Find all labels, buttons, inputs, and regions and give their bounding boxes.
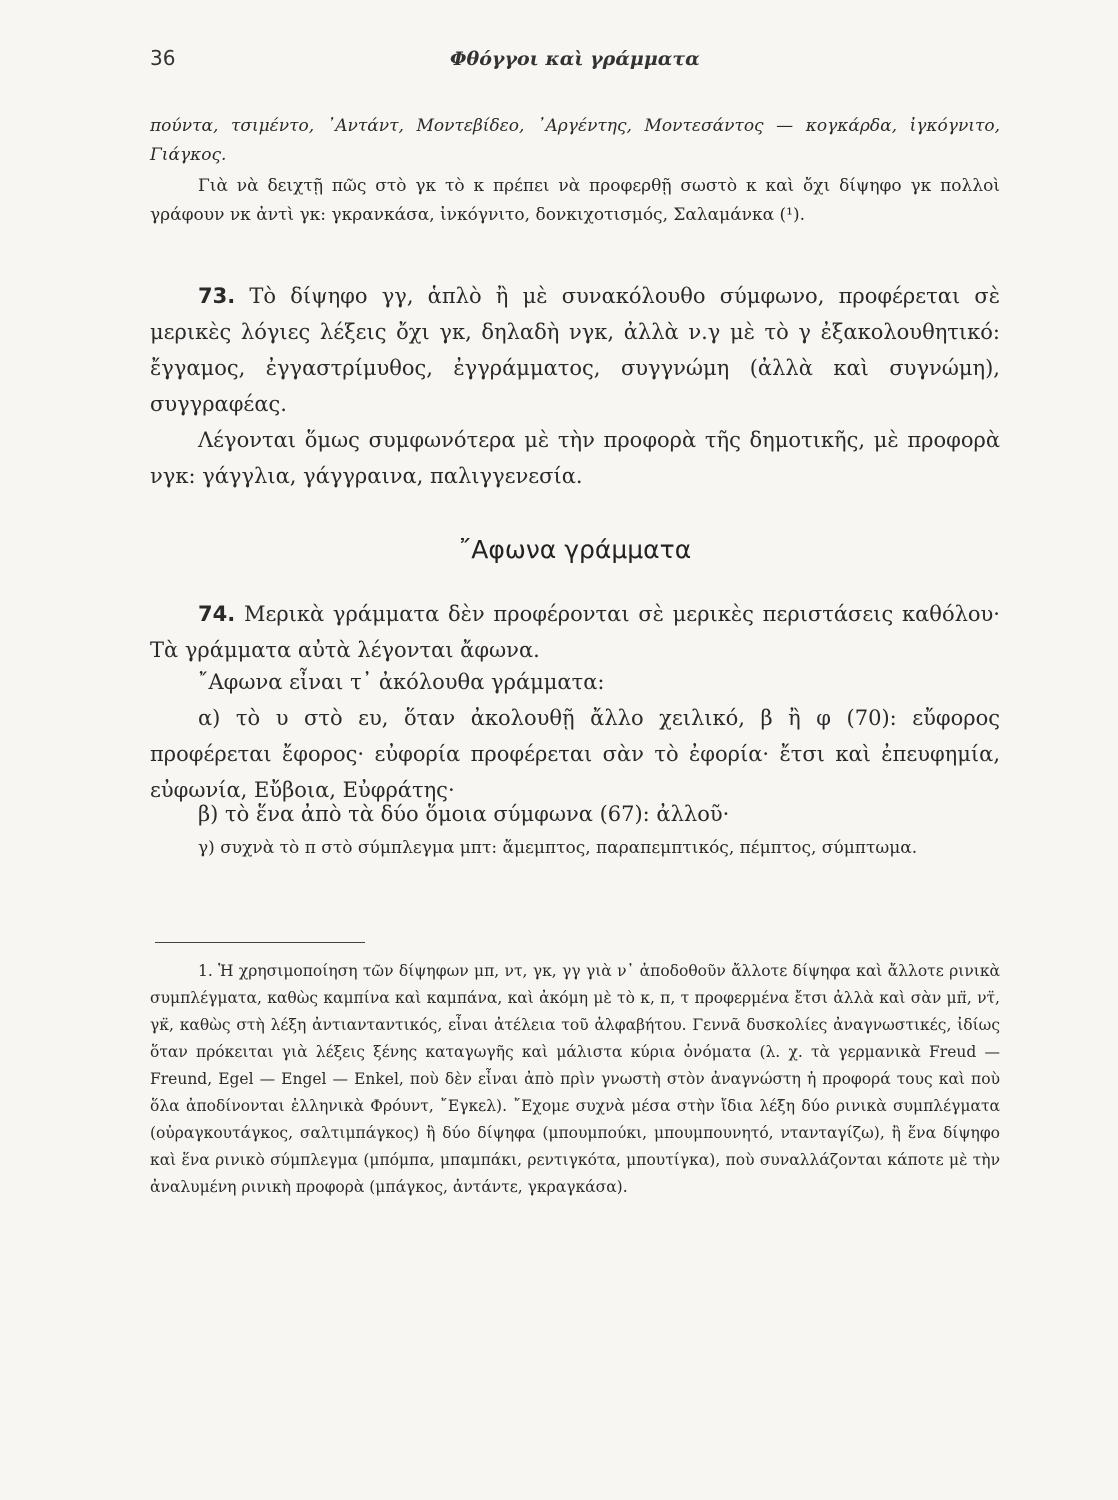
paragraph-gk-note: Γιὰ νὰ δειχτῇ πῶς στὸ γκ τὸ κ πρέπει νὰ προφερθῇ σωστὸ κ καὶ ὄχι δίψηφο γκ πολλοὶ γράφουν νκ ἀντὶ γκ: γκρανκάσα, ἰνκόγνιτο, δονκιχοτισμός, Σαλαμάνκα (¹). [150, 176, 1000, 225]
section-73-text: Τὸ δίψηφο γγ, ἁπλὸ ἢ μὲ συνακόλουθο σύμφωνο, προφέρεται σὲ μερικὲς λόγιες λέξεις ὄχι γκ, δηλαδὴ νγκ, ἀλλὰ ν.γ μὲ τὸ γ ἐξακολουθητικό: ἔγγαμος, ἐγγαστρίμυθος, ἐγγράμματος, συγγνώμη (ἀλλὰ καὶ συγνώμη), συγγραφέας. [150, 284, 1000, 416]
word-list: πούντα, τσιμέντο, ᾿Αντάντ, Μοντεβίδεο, ᾿Αργέντης, Μοντεσάντος — κογκάρδα, ἰγκόγνιτο, Γιάγκος. [150, 116, 1000, 165]
list-item-b: β) τὸ ἕνα ἀπὸ τὰ δύο ὅμοια σύμφωνα (67): ἀλλοῦ· [198, 802, 730, 826]
section-number-74: 74. [198, 602, 236, 626]
section-heading: ῎Αφωνα γράμματα [458, 535, 692, 564]
section-73 [150, 278, 1000, 422]
section-73-continued: Λέγονται ὅμως συμφωνότερα μὲ τὴν προφορὰ τῆς δημοτικῆς, μὲ προφορὰ νγκ: γάγγλια, γάγγραινα, παλιγγενεσία. [150, 428, 1000, 488]
footnote: 1. Ἡ χρησιμοποίηση τῶν δίψηφων μπ, ντ, γκ, γγ γιὰ ν᾿ ἀποδοθοῦν ἄλλοτε δίψηφα καὶ ἄλλοτε ρινικὰ συμπλέγματα, καθὼς καμπίνα καὶ καμπάνα, καὶ ἀκόμη μὲ τὸ κ, π, τ προφερμένα ἔτσι ἀλλὰ καὶ σὰν μπ̈, ντ̈, γκ̈, καθὼς στὴ λέξη ἀντιανταντικός, εἶναι ἀτέλεια τοῦ ἀλφαβήτου. Γεννᾶ δυσκολίες ἀναγνωστικές, ἰδίως ὅταν πρόκειται γιὰ λέξεις ξένης καταγωγῆς καὶ μάλιστα κύρια ὀνόματα (λ. χ. τὰ γερμανικὰ Freud — Freund, Egel — Engel — Enkel, ποὺ δὲν εἶναι ἀπὸ πρὶν γνωστὴ στὸν ἀναγνώστη ἡ προφορά τους καὶ ποὺ ὅλα ἀποδίνονται ἑλληνικὰ Φρόυντ, ῎Εγκελ). ῎Εχομε συχνὰ μέσα στὴν ἴδια λέξη δύο ρινικὰ συμπλέγματα (οὐραγκουτάγκος, σαλτιμπάγκος) ἢ δύο δίψηφα (μπουμπούκι, μπουμπουνητό, ντανταγίζω), ἢ ἕνα δίψηφο καὶ ἕνα ρινικὸ σύμπλεγμα (μπόμπα, μπαμπάκι, ρεντιγκότα, μπουτίγκα), ποὺ συναλλάζονται κάποτε μὲ τὴν ἀναλυμένη ρινικὴ προφορὰ (μπάγκος, ἀντάντε, γκραγκάσα). [150, 962, 1000, 1196]
section-74-intro: ῎Αφωνα εἶναι τ᾿ ἀκόλουθα γράμματα: [198, 670, 605, 694]
section-74 [150, 596, 1000, 668]
section-number-73: 73. [198, 284, 236, 308]
footnote-divider [155, 942, 365, 943]
list-item-c: γ) συχνὰ τὸ π στὸ σύμπλεγμα μπτ: ἄμεμπτος, παραπεμπτικός, πέμπτος, σύμπτωμα. [198, 838, 918, 858]
page-number: 36 [150, 46, 176, 70]
list-item-a: α) τὸ υ στὸ ευ, ὅταν ἀκολουθῇ ἄλλο χειλικό, β ἢ φ (70): εὔφορος προφέρεται ἔφορος· εὐφορία προφέρεται σὰν τὸ ἐφορία· ἔτσι καὶ ἐπευφημία, εὐφωνία, Εὔβοια, Εὐφράτης· [150, 706, 1000, 802]
section-74-text: Μερικὰ γράμματα δὲν προφέρονται σὲ μερικὲς περιστάσεις καθόλου· Τὰ γράμματα αὐτὰ λέγονται ἄφωνα. [150, 602, 1000, 662]
page-header [150, 46, 1000, 76]
running-title: Φθόγγοι καὶ γράμματα [450, 48, 700, 70]
